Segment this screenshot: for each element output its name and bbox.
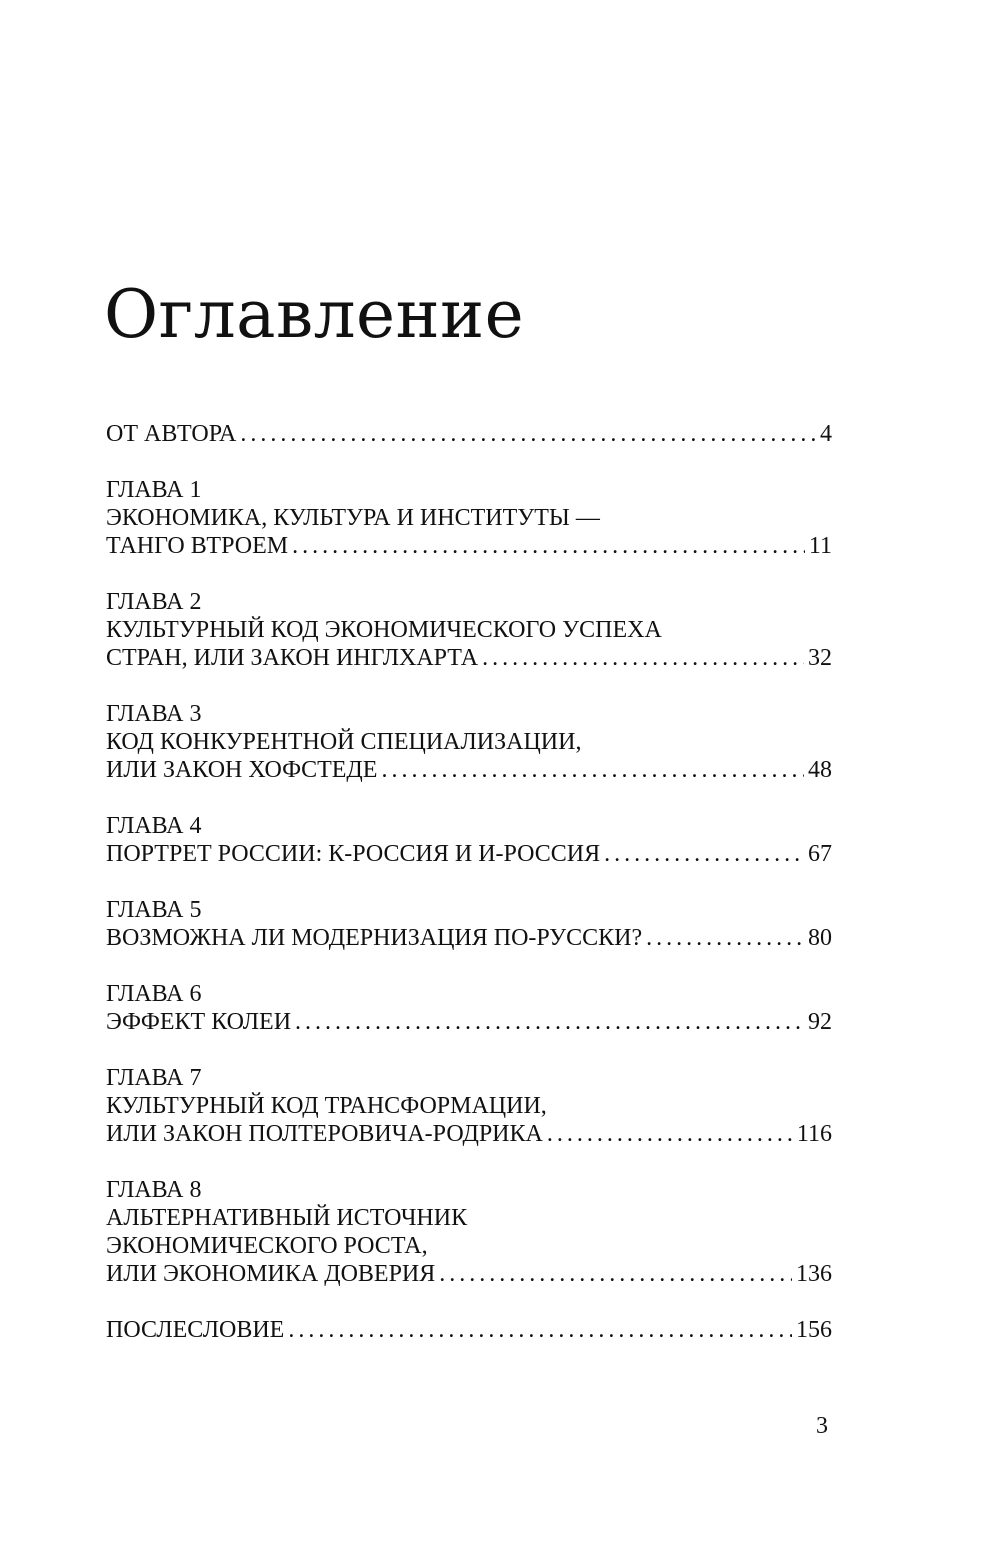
- dot-leader: [604, 840, 804, 868]
- chapter-title-last-line: ЭФФЕКТ КОЛЕИ: [106, 1009, 292, 1035]
- toc-row: [106, 532, 832, 560]
- toc-entry[interactable]: [106, 1064, 832, 1148]
- dot-leader: [288, 1316, 792, 1344]
- chapter-title-line: ЭКОНОМИЧЕСКОГО РОСТА,: [106, 1233, 428, 1259]
- dot-leader: [381, 756, 804, 784]
- chapter-number: ГЛАВА 7: [106, 1065, 202, 1091]
- dot-leader: [547, 1120, 793, 1148]
- chapter-number: ГЛАВА 6: [106, 981, 202, 1007]
- toc-row: [106, 1120, 832, 1148]
- toc-page-number: 48: [808, 757, 832, 783]
- chapter-number: ГЛАВА 2: [106, 589, 202, 615]
- page-number: 3: [816, 1413, 828, 1439]
- toc-page-number: 156: [796, 1317, 832, 1343]
- toc-entry[interactable]: [106, 476, 832, 560]
- toc-entry[interactable]: [106, 1176, 832, 1288]
- chapter-title-line: КОД КОНКУРЕНТНОЙ СПЕЦИАЛИЗАЦИИ,: [106, 729, 582, 755]
- chapter-number: ГЛАВА 1: [106, 477, 202, 503]
- chapter-title-last-line: ВОЗМОЖНА ЛИ МОДЕРНИЗАЦИЯ ПО-РУССКИ?: [106, 925, 643, 951]
- toc-row: [106, 756, 832, 784]
- chapter-title-last-line: ИЛИ ЗАКОН ХОФСТЕДЕ: [106, 757, 378, 783]
- chapter-title-last-line: ПОСЛЕСЛОВИЕ: [106, 1317, 285, 1343]
- toc-page-number: 136: [796, 1261, 832, 1287]
- chapter-title-line: КУЛЬТУРНЫЙ КОД ТРАНСФОРМАЦИИ,: [106, 1093, 547, 1119]
- dot-leader: [295, 1008, 804, 1036]
- dot-leader: [240, 420, 816, 448]
- toc-entry[interactable]: [106, 1316, 832, 1344]
- table-of-contents: [106, 420, 832, 1344]
- toc-page-number: 80: [808, 925, 832, 951]
- toc-entry[interactable]: [106, 896, 832, 952]
- toc-page-number: 32: [808, 645, 832, 671]
- chapter-title-last-line: ОТ АВТОРА: [106, 421, 237, 447]
- toc-entry[interactable]: [106, 812, 832, 868]
- toc-row: [106, 1260, 832, 1288]
- chapter-title-line: ЭКОНОМИКА, КУЛЬТУРА И ИНСТИТУТЫ —: [106, 505, 600, 531]
- toc-row: [106, 1008, 832, 1036]
- toc-page-number: 67: [808, 841, 832, 867]
- chapter-title-last-line: СТРАН, ИЛИ ЗАКОН ИНГЛХАРТА: [106, 645, 479, 671]
- toc-page-number: 4: [820, 421, 832, 447]
- dot-leader: [646, 924, 804, 952]
- dot-leader: [292, 532, 805, 560]
- chapter-number: ГЛАВА 8: [106, 1177, 202, 1203]
- chapter-number: ГЛАВА 5: [106, 897, 202, 923]
- chapter-number: ГЛАВА 3: [106, 701, 202, 727]
- toc-page-number: 11: [808, 533, 832, 559]
- toc-entry[interactable]: [106, 980, 832, 1036]
- toc-row: [106, 420, 832, 448]
- chapter-title-line: КУЛЬТУРНЫЙ КОД ЭКОНОМИЧЕСКОГО УСПЕХА: [106, 617, 662, 643]
- toc-entry[interactable]: [106, 420, 832, 448]
- chapter-title-last-line: ИЛИ ЗАКОН ПОЛТЕРОВИЧА-РОДРИКА: [106, 1121, 543, 1147]
- toc-row: [106, 840, 832, 868]
- toc-page-number: 92: [808, 1009, 832, 1035]
- chapter-title-line: АЛЬТЕРНАТИВНЫЙ ИСТОЧНИК: [106, 1205, 468, 1231]
- toc-row: [106, 1316, 832, 1344]
- toc-row: [106, 924, 832, 952]
- dot-leader: [482, 644, 804, 672]
- chapter-title-last-line: ТАНГО ВТРОЕМ: [106, 533, 289, 559]
- chapter-title-last-line: ПОРТРЕТ РОССИИ: К-РОССИЯ И И-РОССИЯ: [106, 841, 601, 867]
- chapter-number: ГЛАВА 4: [106, 813, 202, 839]
- toc-page-number: 116: [796, 1121, 832, 1147]
- page-title: Оглавление: [104, 276, 525, 353]
- toc-entry[interactable]: [106, 700, 832, 784]
- toc-row: [106, 644, 832, 672]
- chapter-title-last-line: ИЛИ ЭКОНОМИКА ДОВЕРИЯ: [106, 1261, 436, 1287]
- dot-leader: [439, 1260, 792, 1288]
- toc-entry[interactable]: [106, 588, 832, 672]
